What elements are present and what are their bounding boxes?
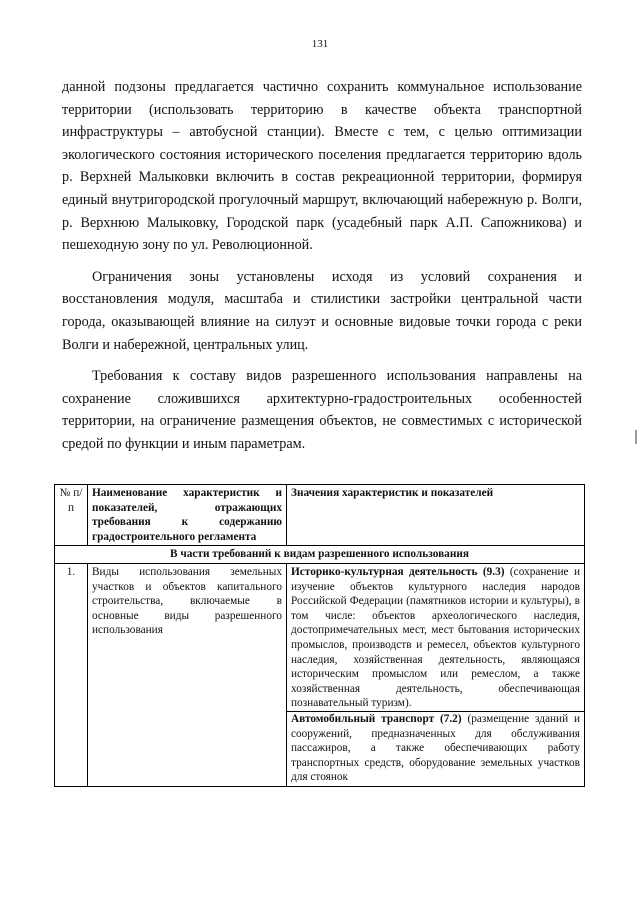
table-section-row <box>55 546 585 564</box>
item-2-title: Автомобильный транспорт (7.2) <box>291 712 462 725</box>
paragraph-1: данной подзоны предлагается частично сохранить коммунальное использование территории (использовать территорию в качестве объекта транспортной инфраструктуры – автобусной станции). Вместе с тем, с целью оптимизации экологического состояния исторического поселения предлагается территорию вдоль р. Верхней Малыковки включить в состав рекреационной территории, формируя единый внутригородской прогулочный маршрут, включающий набережную р. Волги, р. Верхнюю Малыковку, Городской парк (усадебный парк А.П. Сапожникова) и пешеходную зону по ул. Революционной. <box>62 79 582 254</box>
paragraph-2: Ограничения зоны установлены исходя из условий сохранения и восстановления модуля, масштаба и стилистики застройки центральной части города, оказывающей влияние на силуэт и основные видовые точки города с реки Волги и набережной, центральных улиц. <box>62 268 582 353</box>
row-num: 1. <box>55 563 88 786</box>
item-2-text: (размещение зданий и сооружений, предназначенных для обслуживания пассажиров, а также обеспечивающих работу транспортных средств, оборудование земельных участков для стоянок <box>291 712 581 784</box>
page-number: 131 <box>311 38 329 50</box>
header-name: Наименование характеристик и показателей, отражающих требования к содержанию градостроительного регламента <box>88 485 287 546</box>
header-values: Значения характеристик и показателей <box>287 485 585 546</box>
table-header-row <box>55 485 585 546</box>
header-num: № п/п <box>55 485 88 546</box>
section-title: В части требований к видам разрешенного использования <box>55 546 585 564</box>
scan-edge-mark <box>635 430 637 444</box>
paragraph-3: Требования к составу видов разрешенного использования направлены на сохранение сложившихся архитектурно-градостроительных особенностей территории, на ограничение размещения объектов, не совместимых с исторической средой по функции и иным параметрам. <box>62 368 582 452</box>
item-historical-cultural <box>291 565 580 711</box>
row-values <box>287 563 585 786</box>
table-row <box>55 563 585 786</box>
body-text <box>62 76 582 456</box>
row-name: Виды использования земельных участков и объектов капитального строительства, включаемые в основные виды разрешенного использования <box>88 563 287 786</box>
regulation-table <box>54 484 585 787</box>
item-auto-transport <box>287 711 584 785</box>
item-1-text: (сохранение и изучение объектов культурного наследия народов Российской Федерации (памятников истории и культуры), в том числе: объектов археологического наследия, достопримечательных мест, мест бытования исторических промыслов, производств и ремесел, объектов культурного наследия, хозяйственная деятельность, являющаяся историческим промыслом или ремеслом, а также хозяйственная деятельность, обеспечивающая познавательный туризм). <box>291 565 580 710</box>
item-1-title: Историко-культурная деятельность (9.3) <box>291 565 505 578</box>
